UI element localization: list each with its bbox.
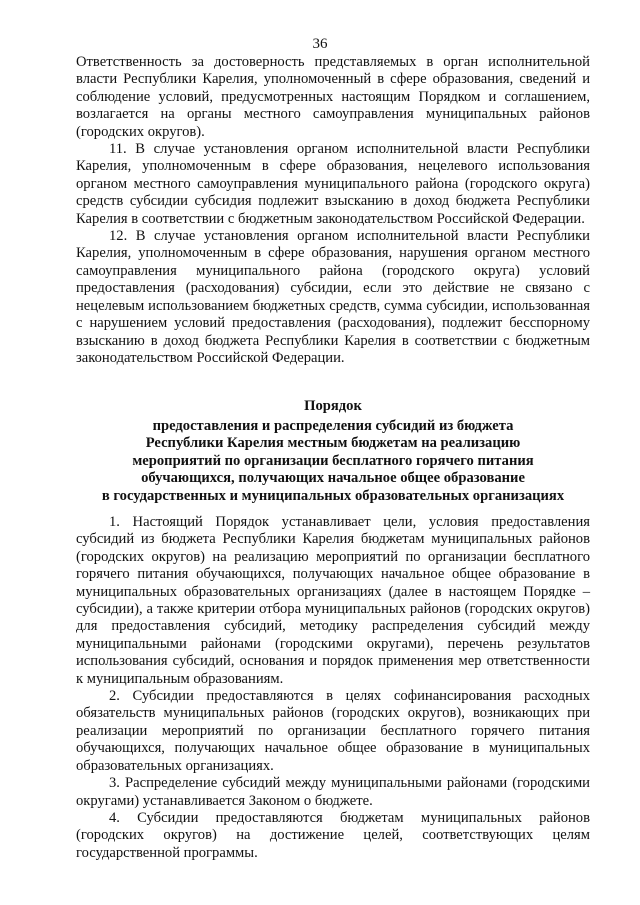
heading-line-1: предоставления и распределения субсидий из бюджета (152, 417, 514, 434)
paragraph-12: 12. В случае установления органом исполнительной власти Республики Карелия, уполномоченным в сфере образования, нарушения органом местного самоуправления муниципального района (городского округа) условий предоставления (расходования) субсидии, если это действие не связано с нецелевым использованием бюджетных средств, сумма субсидии, использованная с нарушением условий предоставления (расходования), подлежит бесспорному взысканию в доход бюджета Республики Карелия в соответствии с бюджетным законодательством Российской Федерации. (76, 228, 590, 366)
heading-line-5: в государственных и муниципальных образовательных организациях (101, 487, 565, 504)
paragraph-2: 2. Субсидии предоставляются в целях софинансирования расходных обязательств муниципальных районов (городских округов), возникающих при реализации мероприятий по организации бесплатного горячего питания обучающихся, получающих начальное общее образование в муниципальных образовательных организациях. (76, 688, 590, 774)
page-number: 36 (312, 36, 328, 52)
bottom-text-block (76, 514, 590, 862)
heading-line-3: мероприятий по организации бесплатного горячего питания (132, 452, 534, 469)
heading-title: Порядок (304, 398, 362, 414)
heading-line-2: Республики Карелия местным бюджетам на реализацию (145, 435, 521, 452)
section-heading (76, 398, 590, 506)
paragraph-4: 4. Субсидии предоставляются бюджетам муниципальных районов (городских округов) на достижение целей, соответствующих целям государственной программы. (76, 809, 590, 861)
paragraph-responsibility: Ответственность за достоверность представляемых в орган исполнительной власти Республики Карелия, уполномоченный в сфере образования, сведений и соблюдение условий, предусмотренных настоящим Порядком и соглашением, возлагается на органы местного самоуправления муниципальных районов (городских округов). (76, 54, 590, 140)
paragraph-3: 3. Распределение субсидий между муниципальными районами (городскими округами) устанавливается Законом о бюджете. (76, 775, 590, 809)
paragraph-1: 1. Настоящий Порядок устанавливает цели, условия предоставления субсидий из бюджета Республики Карелия бюджетам муниципальных районов (городских округов) на реализацию мероприятий по организации бесплатного горячего питания обучающихся, получающих начальное общее образование в муниципальных образовательных организациях (далее в настоящем Порядке – субсидии), а также критерии отбора муниципальных районов (городских округов) для предоставления субсидий, методику распределения субсидий между муниципальными районами (городскими округами), перечень результатов использования субсидий, основания и порядок применения мер ответственности к муниципальным образованиям. (76, 514, 590, 687)
top-text-block (76, 54, 590, 367)
heading-line-4: обучающихся, получающих начальное общее образование (141, 470, 525, 487)
paragraph-11: 11. В случае установления органом исполнительной власти Республики Карелия, уполномоченным в сфере образования, нецелевого использования органом местного самоуправления муниципального района (городского округа) средств субсидии субсидия подлежит взысканию в доход бюджета Республики Карелия в соответствии с бюджетным законодательством Российской Федерации. (76, 141, 590, 227)
